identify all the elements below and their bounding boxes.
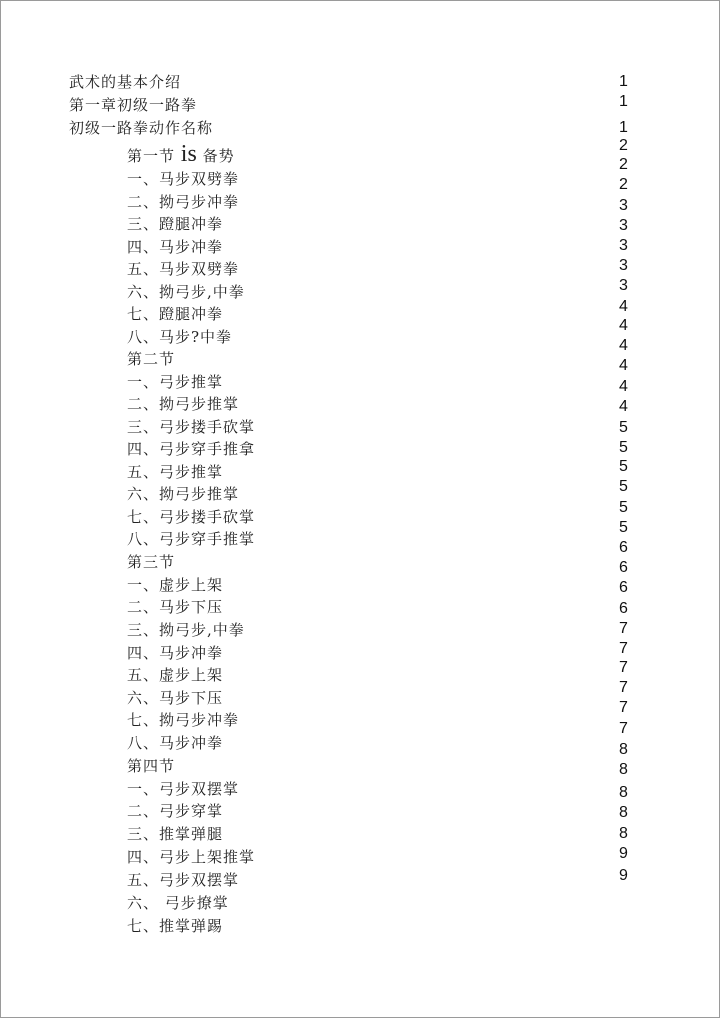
toc-entry: 一、弓步双摆掌: [127, 780, 240, 798]
toc-entry: 五、弓步双摆掌: [127, 871, 240, 889]
toc-page-number: 6: [619, 579, 628, 596]
toc-entry: 三、推掌弹腿: [127, 825, 224, 843]
toc-page-number: 3: [619, 197, 628, 214]
toc-page-number: 5: [619, 419, 628, 436]
toc-entry: 武术的基本介绍: [69, 73, 182, 91]
toc-entry: 八、马步冲拳: [127, 734, 224, 752]
toc-page-number: 3: [619, 257, 628, 274]
toc-entry: 七、弓步搂手砍掌: [127, 508, 256, 526]
toc-entry: 四、马步冲拳: [127, 238, 224, 256]
toc-page-number: 9: [619, 845, 628, 862]
toc-page-number: 8: [619, 741, 628, 758]
toc-entry: 三、弓步搂手砍掌: [127, 418, 256, 436]
toc-entry: 二、弓步穿掌: [127, 802, 224, 820]
toc-page-number: 1: [619, 119, 628, 136]
table-of-contents: [1, 1, 720, 1019]
toc-page-number: 4: [619, 337, 628, 354]
toc-entry-label: 第一节: [127, 147, 176, 165]
toc-entry: 六、拗弓步推掌: [127, 485, 240, 503]
toc-page-number: 3: [619, 217, 628, 234]
toc-page-number: 7: [619, 679, 628, 696]
toc-entry: 五、虚步上架: [127, 666, 224, 684]
toc-entry: 第四节: [127, 757, 176, 775]
toc-page-number: 2: [619, 156, 628, 173]
toc-page-number: 7: [619, 699, 628, 716]
toc-entry: 八、弓步穿手推掌: [127, 530, 256, 548]
toc-page-number: 5: [619, 458, 628, 475]
toc-page-number: 7: [619, 720, 628, 737]
toc-entry: 第二节: [127, 350, 176, 368]
toc-entry: 五、弓步推掌: [127, 463, 224, 481]
toc-page-number: 8: [619, 784, 628, 801]
toc-entry: 六、马步下压: [127, 689, 224, 707]
toc-page-number: 6: [619, 600, 628, 617]
toc-entry: 四、弓步上架推掌: [127, 848, 256, 866]
toc-page-number: 4: [619, 378, 628, 395]
toc-page-number: 4: [619, 398, 628, 415]
toc-entry: 第一章初级一路拳: [69, 96, 198, 114]
toc-entry: 八、马步?中拳: [127, 328, 233, 346]
toc-entry: [127, 141, 235, 167]
toc-entry: 初级一路拳动作名称: [69, 119, 214, 137]
toc-entry: 第三节: [127, 553, 176, 571]
toc-page-number: 7: [619, 659, 628, 676]
toc-entry-label: 备势: [202, 147, 235, 165]
toc-page-number: 3: [619, 277, 628, 294]
toc-entry: 七、拗弓步冲拳: [127, 711, 240, 729]
toc-entry: 三、拗弓步,中拳: [127, 621, 245, 639]
toc-entry: 五、马步双劈拳: [127, 260, 240, 278]
toc-page-number: 5: [619, 439, 628, 456]
toc-page-number: 6: [619, 539, 628, 556]
toc-page-number: 4: [619, 357, 628, 374]
toc-entry-label: is: [180, 141, 197, 167]
toc-page-number: 8: [619, 804, 628, 821]
toc-page-number: 4: [619, 317, 628, 334]
toc-page-number: 5: [619, 519, 628, 536]
toc-page-number: 5: [619, 499, 628, 516]
toc-page-number: 7: [619, 640, 628, 657]
toc-entry: 一、马步双劈拳: [127, 170, 240, 188]
toc-entry: 六、拗弓步,中拳: [127, 283, 245, 301]
toc-page-number: 6: [619, 559, 628, 576]
toc-page-number: 1: [619, 93, 628, 110]
toc-entry: 二、拗弓步冲拳: [127, 193, 240, 211]
toc-entry: 四、马步冲拳: [127, 644, 224, 662]
toc-page-number: 9: [619, 867, 628, 884]
toc-page-number: 2: [619, 176, 628, 193]
toc-entry: 七、蹬腿冲拳: [127, 305, 224, 323]
toc-entry: 六、 弓步撩掌: [127, 894, 229, 912]
toc-entry: 二、马步下压: [127, 598, 224, 616]
toc-entry: 三、蹬腿冲拳: [127, 215, 224, 233]
toc-page-number: 1: [619, 73, 628, 90]
toc-page-number: 4: [619, 298, 628, 315]
toc-page-number: 2: [619, 137, 628, 154]
toc-page-number: 8: [619, 825, 628, 842]
toc-page-number: 5: [619, 478, 628, 495]
toc-page-number: 3: [619, 237, 628, 254]
toc-page-number: 7: [619, 620, 628, 637]
toc-entry: 一、虚步上架: [127, 576, 224, 594]
toc-entry: 七、推掌弹踢: [127, 917, 224, 935]
toc-entry: 四、弓步穿手推拿: [127, 440, 256, 458]
toc-entry: 二、拗弓步推掌: [127, 395, 240, 413]
toc-page-number: 8: [619, 761, 628, 778]
toc-entry: 一、弓步推掌: [127, 373, 224, 391]
